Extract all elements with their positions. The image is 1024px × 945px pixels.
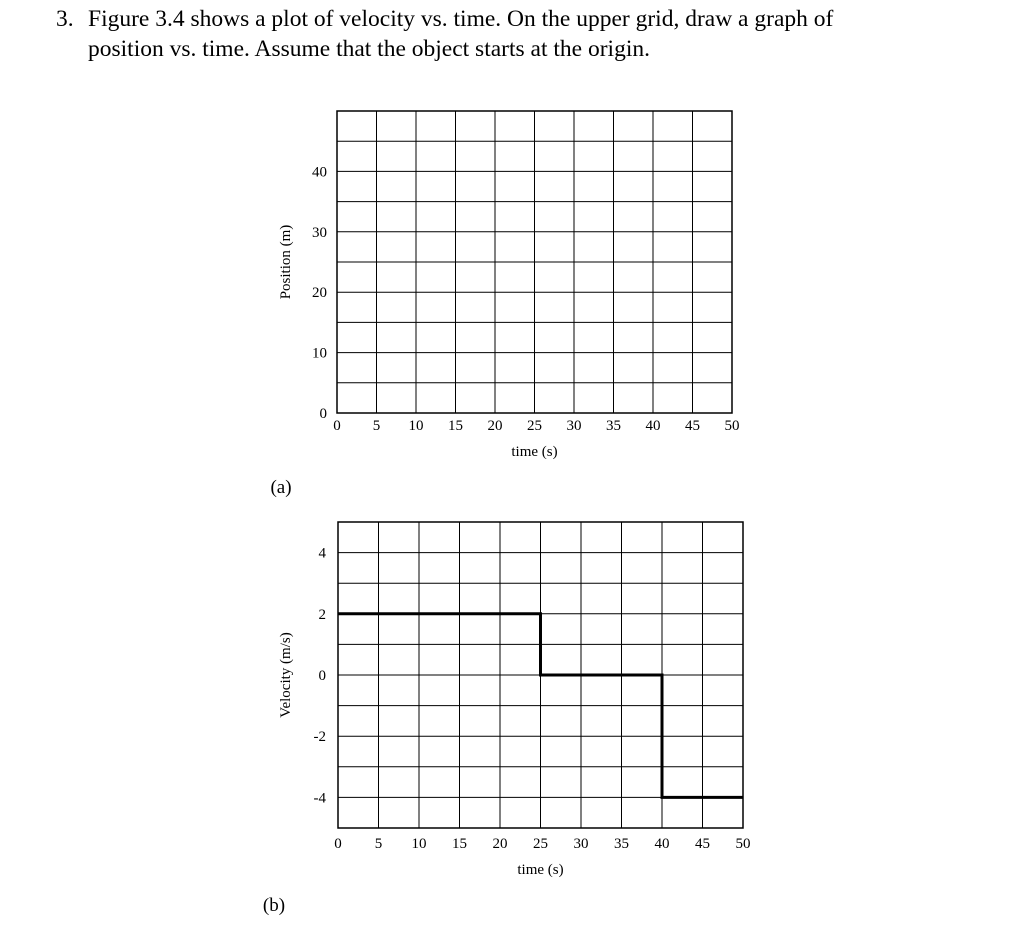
x-tick-label: 20: [487, 418, 503, 434]
y-tick-label: 0: [318, 668, 326, 684]
x-tick-label: 25: [533, 836, 548, 852]
x-tick-label: 50: [735, 836, 751, 852]
y-axis-label: Velocity (m/s): [278, 632, 294, 718]
y-tick-label: 4: [318, 545, 326, 562]
x-axis-label: time (s): [517, 862, 564, 878]
problem-text-line-2: position vs. time. Assume that the object starts at the origin.: [88, 36, 650, 62]
y-tick-label: 20: [312, 285, 327, 302]
x-tick-label: 5: [372, 418, 381, 434]
y-tick-label: -4: [313, 790, 326, 807]
chart-velocity: [263, 522, 751, 916]
x-tick-label: 30: [566, 418, 582, 434]
x-tick-label: 35: [614, 836, 629, 852]
x-tick-label: 45: [695, 836, 710, 852]
y-axis-label: Position (m): [278, 224, 294, 300]
problem-text-line-1: Figure 3.4 shows a plot of velocity vs. time. On the upper grid, draw a graph of: [88, 6, 834, 32]
x-axis-label: time (s): [511, 444, 558, 460]
x-tick-label: 25: [527, 418, 542, 434]
x-tick-label: 10: [411, 836, 427, 852]
panel-label: (a): [270, 477, 292, 498]
x-tick-label: 35: [606, 418, 621, 434]
x-tick-label: 15: [448, 418, 463, 434]
x-tick-label: 20: [492, 836, 508, 852]
y-tick-label: 10: [312, 345, 327, 362]
x-tick-label: 10: [408, 418, 424, 434]
chart-position: [270, 111, 739, 498]
y-tick-label: -2: [313, 729, 326, 746]
panel-label: (b): [262, 895, 286, 916]
y-tick-label: 2: [318, 606, 326, 623]
x-tick-label: 30: [573, 836, 589, 852]
y-tick-label: 30: [312, 224, 327, 241]
x-tick-label: 45: [685, 418, 700, 434]
x-tick-label: 50: [724, 418, 740, 434]
problem-number: 3.: [56, 6, 74, 32]
y-tick-label: 40: [312, 164, 327, 181]
x-tick-label: 40: [654, 836, 670, 852]
x-tick-label: 0: [333, 418, 341, 434]
x-tick-label: 0: [334, 836, 342, 852]
x-tick-label: 15: [452, 836, 467, 852]
y-tick-label: 0: [319, 406, 327, 422]
x-tick-label: 40: [645, 418, 661, 434]
x-tick-label: 5: [374, 836, 383, 852]
